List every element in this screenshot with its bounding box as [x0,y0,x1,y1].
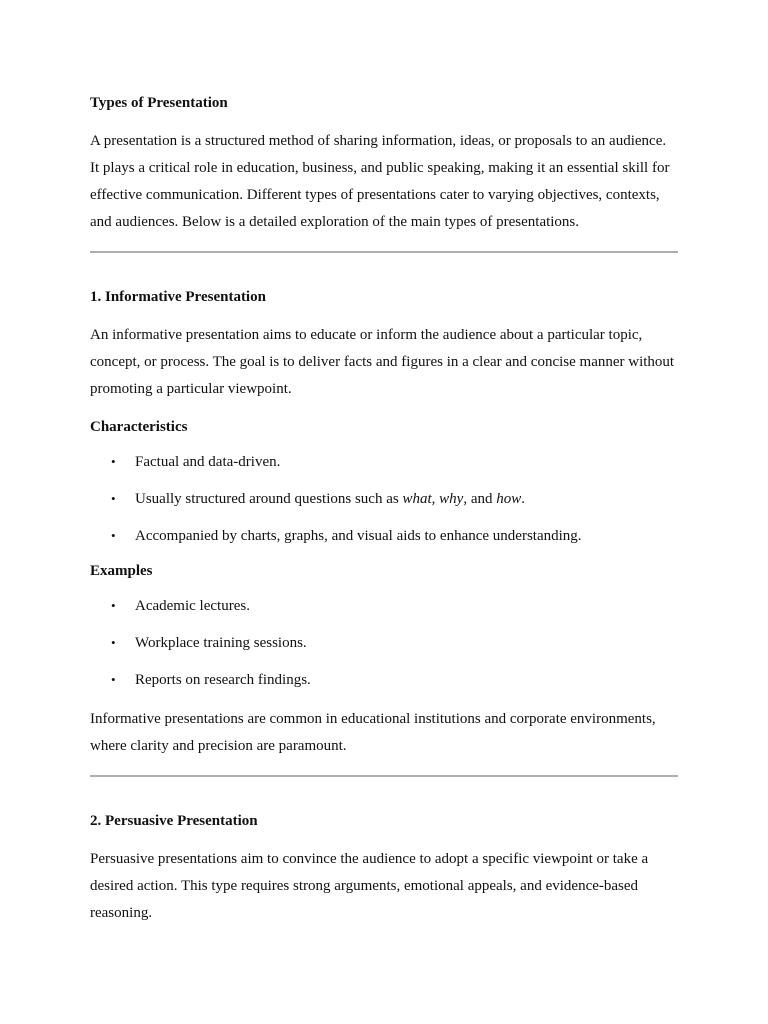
emphasis-how: how [496,491,522,507]
section-heading-informative: 1. Informative Presentation [90,289,266,305]
list-item [111,595,678,617]
bullet-icon: • [111,635,116,650]
list-item [111,525,678,547]
intro-paragraph: A presentation is a structured method of sharing information, ideas, or proposals to an audience. It plays a critical role in education, business, and public speaking, making it an essential skill for effective communication. Different types of presentations cater to varying objectives, contexts, and audiences. Below is a detailed exploration of the main types of presentations. [90,133,670,230]
section-heading-persuasive: 2. Persuasive Presentation [90,813,258,829]
document-title: Types of Presentation [90,95,228,111]
persuasive-paragraph: Persuasive presentations aim to convince the audience to adopt a specific viewpoint or take a desired action. This type requires strong arguments, emotional appeals, and evidence-based reasoning. [90,851,649,921]
characteristics-heading: Characteristics [90,419,188,435]
list-item-text: Workplace training sessions. [135,635,307,651]
list-item-text: Academic lectures. [135,598,250,614]
emphasis-what: what [402,491,432,507]
list-item [111,669,678,691]
examples-list [90,595,678,691]
list-item-text: Factual and data-driven. [135,454,281,470]
list-item-text: Usually structured around questions such as what, why, and how. [135,491,525,507]
characteristics-list [90,451,678,547]
bullet-icon: • [111,491,116,506]
informative-paragraph: An informative presentation aims to educate or inform the audience about a particular topic, concept, or process. The goal is to deliver facts and figures in a clear and concise manner without promoting a particular viewpoint. [90,327,675,397]
bullet-icon: • [111,454,116,469]
list-item [111,451,678,473]
bullet-icon: • [111,528,116,543]
section-divider [90,251,678,253]
examples-heading: Examples [90,563,153,579]
bullet-icon: • [111,672,116,687]
list-item [111,488,678,510]
list-item-text: Accompanied by charts, graphs, and visual aids to enhance understanding. [135,528,582,544]
list-item-text: Reports on research findings. [135,672,311,688]
bullet-icon: • [111,598,116,613]
informative-closing-paragraph: Informative presentations are common in educational institutions and corporate environments, where clarity and precision are paramount. [90,711,656,754]
list-item [111,632,678,654]
section-divider [90,775,678,777]
emphasis-why: why [439,491,464,507]
